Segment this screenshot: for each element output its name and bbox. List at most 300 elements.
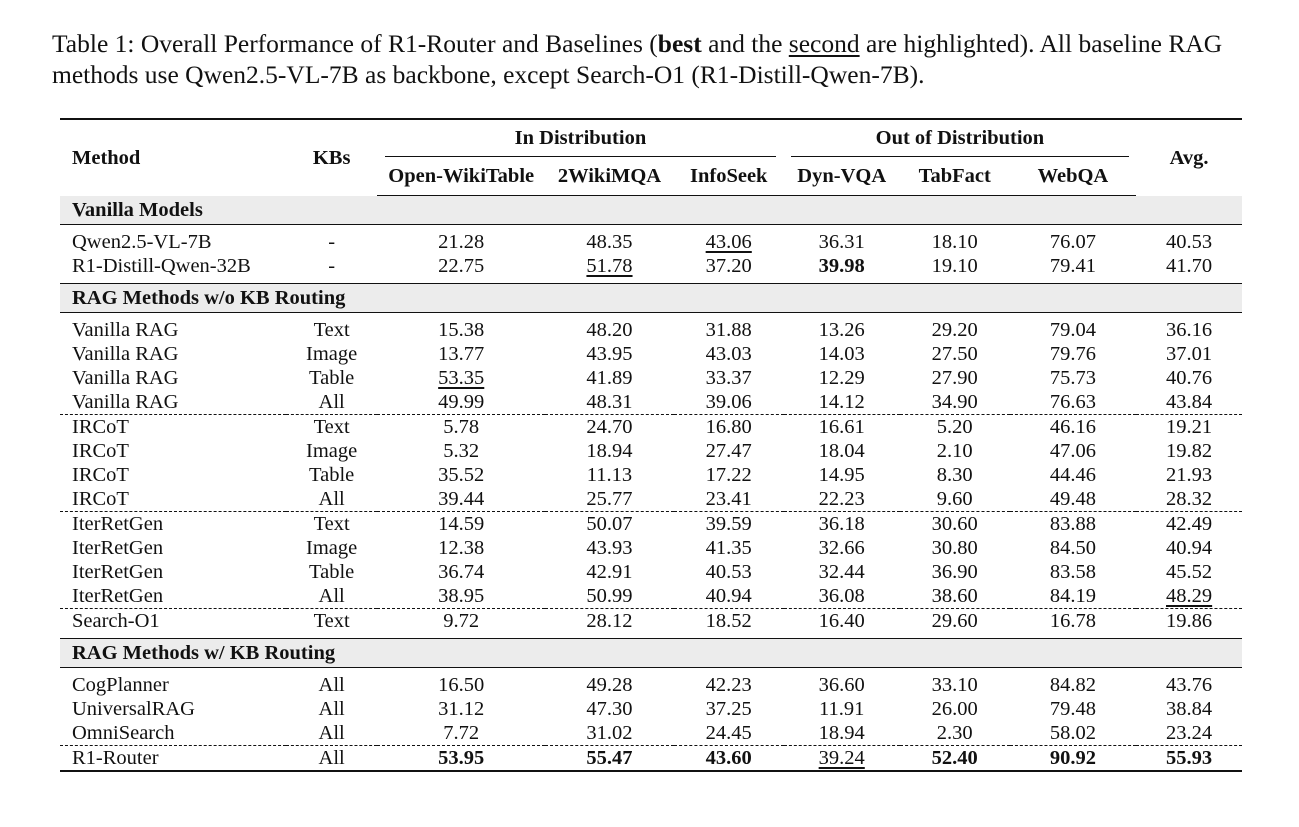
value-text: 23.24 <box>1166 722 1213 744</box>
value-text: 76.07 <box>1049 231 1096 253</box>
value-text: 83.58 <box>1049 561 1096 583</box>
value-cell <box>1010 415 1137 440</box>
value-cell <box>1136 390 1242 415</box>
value-text: 50.07 <box>586 513 633 535</box>
value-cell <box>900 673 1010 697</box>
value-cell <box>784 318 900 342</box>
value-text: 44.46 <box>1049 464 1096 486</box>
value-cell <box>784 415 900 440</box>
caption-suffix: are highlighted). All baseline RAG methods use Qwen2.5-VL-7B as backbone, except Search-O1 (R1-Distill-Qwen-7B). <box>52 29 1223 89</box>
kb-cell: Image <box>306 537 358 559</box>
value-text: 49.48 <box>1049 488 1096 510</box>
table-row <box>60 584 1242 609</box>
value-cell <box>1010 318 1137 342</box>
value-text: 50.99 <box>586 585 633 607</box>
value-text: 21.93 <box>1166 464 1213 486</box>
value-cell <box>674 673 784 697</box>
value-text: 7.72 <box>443 722 480 744</box>
value-text: 45.52 <box>1166 561 1213 583</box>
value-cell <box>1010 697 1137 721</box>
value-text: 12.38 <box>438 537 485 559</box>
value-text: 41.35 <box>705 537 752 559</box>
value-text: 33.37 <box>705 367 752 389</box>
kb-cell: All <box>318 722 345 744</box>
value-cell <box>784 439 900 463</box>
value-text: 21.28 <box>438 231 485 253</box>
value-text: 43.76 <box>1166 674 1213 696</box>
value-cell <box>545 463 674 487</box>
value-cell <box>377 342 545 366</box>
value-cell <box>1136 342 1242 366</box>
value-cell <box>674 390 784 415</box>
kb-cell: Table <box>309 367 355 389</box>
value-text: 18.52 <box>705 610 752 632</box>
kb-cell: - <box>328 255 336 277</box>
value-text: 32.44 <box>818 561 865 583</box>
value-text: 19.82 <box>1166 440 1213 462</box>
value-text: 27.47 <box>705 440 752 462</box>
method-cell: IterRetGen <box>72 561 164 583</box>
value-text: 19.86 <box>1166 610 1213 632</box>
kb-cell: Table <box>309 464 355 486</box>
value-cell <box>377 487 545 512</box>
value-cell <box>1010 342 1137 366</box>
value-cell <box>900 366 1010 390</box>
caption-middle: and the <box>701 29 789 58</box>
value-text: 36.16 <box>1166 319 1213 341</box>
header-row-1 <box>60 119 1242 157</box>
value-text: 43.95 <box>586 343 633 365</box>
value-text: 37.20 <box>705 255 752 277</box>
value-cell <box>674 746 784 772</box>
value-text: 43.03 <box>705 343 752 365</box>
value-cell <box>1010 584 1137 609</box>
value-cell <box>1136 366 1242 390</box>
value-cell <box>377 746 545 772</box>
value-text: 16.80 <box>705 416 752 438</box>
value-text: 36.31 <box>818 231 865 253</box>
value-text: 8.30 <box>936 464 973 486</box>
table-row <box>60 463 1242 487</box>
table-row <box>60 415 1242 440</box>
value-cell <box>377 366 545 390</box>
value-cell <box>900 254 1010 278</box>
section-header <box>60 284 1242 313</box>
value-cell <box>1010 487 1137 512</box>
section-title: Vanilla Models <box>60 196 1242 225</box>
header-infoseek: InfoSeek <box>674 157 784 196</box>
value-text: 47.06 <box>1049 440 1096 462</box>
value-text: 22.23 <box>818 488 865 510</box>
value-text: 5.20 <box>936 416 973 438</box>
value-text: 18.04 <box>818 440 865 462</box>
value-cell <box>784 584 900 609</box>
value-text: 31.02 <box>586 722 633 744</box>
value-cell <box>545 487 674 512</box>
value-text: 35.52 <box>438 464 485 486</box>
value-text: 34.90 <box>931 391 978 413</box>
value-cell <box>545 609 674 634</box>
value-text: 11.91 <box>819 698 865 720</box>
value-cell <box>900 230 1010 254</box>
value-cell <box>674 254 784 278</box>
table-row <box>60 746 1242 772</box>
value-cell <box>377 673 545 697</box>
value-cell <box>1136 536 1242 560</box>
caption-prefix: Table 1: Overall Performance of R1-Router and Baselines ( <box>52 29 658 58</box>
value-text: 26.00 <box>931 698 978 720</box>
value-cell <box>674 415 784 440</box>
value-cell <box>1010 746 1137 772</box>
value-text: 46.16 <box>1049 416 1096 438</box>
value-text: 19.10 <box>931 255 978 277</box>
value-text: 36.60 <box>818 674 865 696</box>
value-cell <box>1136 584 1242 609</box>
value-text: 29.20 <box>931 319 978 341</box>
table-row <box>60 439 1242 463</box>
value-cell <box>900 746 1010 772</box>
value-cell <box>784 746 900 772</box>
value-text: 27.90 <box>931 367 978 389</box>
value-text: 36.90 <box>931 561 978 583</box>
header-webqa: WebQA <box>1010 157 1137 196</box>
value-cell <box>1136 230 1242 254</box>
kb-cell: All <box>286 746 377 772</box>
table-row <box>60 254 1242 278</box>
value-text: 9.72 <box>443 610 480 632</box>
kb-cell: All <box>318 488 345 510</box>
value-cell <box>900 721 1010 746</box>
header-in-distribution: In Distribution <box>377 119 783 157</box>
value-text: 32.66 <box>818 537 865 559</box>
value-cell <box>1010 390 1137 415</box>
value-cell <box>377 721 545 746</box>
value-text: 79.04 <box>1049 319 1096 341</box>
section-header <box>60 639 1242 668</box>
method-cell: Vanilla RAG <box>72 367 179 389</box>
value-text: 48.31 <box>586 391 633 413</box>
value-cell <box>377 536 545 560</box>
value-text: 76.63 <box>1049 391 1096 413</box>
value-cell <box>784 609 900 634</box>
value-text: 28.12 <box>586 610 633 632</box>
value-cell <box>784 342 900 366</box>
value-cell <box>784 487 900 512</box>
section-title: RAG Methods w/ KB Routing <box>60 639 1242 668</box>
value-cell <box>674 318 784 342</box>
value-cell <box>1136 512 1242 537</box>
value-text: 14.12 <box>818 391 865 413</box>
value-text: 40.76 <box>1166 367 1213 389</box>
value-text: 55.47 <box>586 747 633 769</box>
value-text: 2.30 <box>936 722 973 744</box>
value-cell <box>674 609 784 634</box>
value-cell <box>784 463 900 487</box>
value-text: 48.29 <box>1166 585 1213 607</box>
value-text: 37.25 <box>705 698 752 720</box>
value-cell <box>900 609 1010 634</box>
value-cell <box>900 342 1010 366</box>
method-cell: Search-O1 <box>60 609 286 634</box>
value-cell <box>545 584 674 609</box>
value-text: 53.95 <box>438 747 485 769</box>
kb-cell: Image <box>306 440 358 462</box>
table-row <box>60 721 1242 746</box>
value-text: 49.28 <box>586 674 633 696</box>
value-cell <box>1136 560 1242 584</box>
value-cell <box>900 512 1010 537</box>
kb-cell: All <box>318 585 345 607</box>
value-cell <box>545 721 674 746</box>
value-cell <box>900 487 1010 512</box>
value-cell <box>377 254 545 278</box>
value-text: 5.78 <box>443 416 480 438</box>
value-cell <box>674 439 784 463</box>
value-cell <box>377 415 545 440</box>
table-body <box>60 196 1242 772</box>
method-cell: IRCoT <box>72 464 129 486</box>
value-text: 14.03 <box>818 343 865 365</box>
value-cell <box>1136 697 1242 721</box>
method-cell: Vanilla RAG <box>72 319 179 341</box>
value-text: 39.06 <box>705 391 752 413</box>
value-cell <box>545 254 674 278</box>
kb-cell: All <box>318 674 345 696</box>
value-cell <box>1010 673 1137 697</box>
header-dyn-vqa: Dyn-VQA <box>784 157 900 196</box>
value-text: 79.76 <box>1049 343 1096 365</box>
kb-cell: Table <box>309 561 355 583</box>
value-cell <box>1010 230 1137 254</box>
value-cell <box>784 254 900 278</box>
value-text: 16.61 <box>818 416 865 438</box>
kb-cell: Image <box>306 343 358 365</box>
table-row <box>60 697 1242 721</box>
value-cell <box>674 697 784 721</box>
header-avg: Avg. <box>1136 119 1242 196</box>
value-cell <box>377 609 545 634</box>
value-cell <box>784 366 900 390</box>
caption-best-word: best <box>657 29 702 58</box>
table-caption <box>52 28 1252 90</box>
value-cell <box>784 536 900 560</box>
kb-cell: - <box>328 231 336 253</box>
value-cell <box>545 560 674 584</box>
value-text: 18.94 <box>818 722 865 744</box>
kb-cell: Text <box>286 512 377 537</box>
value-text: 38.84 <box>1166 698 1213 720</box>
value-text: 43.06 <box>705 231 752 253</box>
value-text: 11.13 <box>586 464 633 486</box>
value-cell <box>545 673 674 697</box>
value-text: 39.24 <box>818 747 865 769</box>
table-row <box>60 342 1242 366</box>
header-2wikimqa: 2WikiMQA <box>545 157 674 196</box>
value-text: 2.10 <box>936 440 973 462</box>
value-text: 12.29 <box>818 367 865 389</box>
value-text: 18.94 <box>586 440 633 462</box>
value-cell <box>377 560 545 584</box>
value-cell <box>545 415 674 440</box>
value-text: 41.89 <box>586 367 633 389</box>
value-cell <box>1010 560 1137 584</box>
method-cell: IRCoT <box>72 488 129 510</box>
value-text: 36.08 <box>818 585 865 607</box>
value-cell <box>900 697 1010 721</box>
value-text: 16.50 <box>438 674 485 696</box>
value-text: 31.88 <box>705 319 752 341</box>
value-cell <box>784 673 900 697</box>
value-text: 31.12 <box>438 698 485 720</box>
value-cell <box>784 560 900 584</box>
value-cell <box>674 366 784 390</box>
value-text: 51.78 <box>586 255 633 277</box>
header-method: Method <box>60 119 286 196</box>
value-cell <box>1010 721 1137 746</box>
value-text: 13.26 <box>818 319 865 341</box>
value-text: 84.50 <box>1049 537 1096 559</box>
value-cell <box>377 318 545 342</box>
value-cell <box>784 512 900 537</box>
section-header <box>60 196 1242 225</box>
table-row <box>60 390 1242 415</box>
value-text: 30.80 <box>931 537 978 559</box>
method-cell: Vanilla RAG <box>72 391 179 413</box>
table-row <box>60 318 1242 342</box>
value-cell <box>545 536 674 560</box>
value-text: 14.95 <box>818 464 865 486</box>
value-text: 55.93 <box>1166 747 1213 769</box>
kb-cell: Text <box>286 609 377 634</box>
method-cell: Vanilla RAG <box>72 343 179 365</box>
value-cell <box>674 487 784 512</box>
value-cell <box>545 230 674 254</box>
value-text: 40.94 <box>705 585 752 607</box>
value-text: 49.99 <box>438 391 485 413</box>
value-cell <box>1136 487 1242 512</box>
method-cell: IRCoT <box>72 440 129 462</box>
results-table <box>60 118 1242 772</box>
value-cell <box>1136 463 1242 487</box>
value-cell <box>377 512 545 537</box>
value-cell <box>674 584 784 609</box>
value-text: 40.53 <box>705 561 752 583</box>
method-cell: CogPlanner <box>72 674 169 696</box>
value-text: 42.49 <box>1166 513 1213 535</box>
value-cell <box>900 415 1010 440</box>
value-cell <box>784 721 900 746</box>
value-cell <box>545 390 674 415</box>
table-row <box>60 560 1242 584</box>
value-text: 39.44 <box>438 488 485 510</box>
kb-cell: Text <box>286 415 377 440</box>
value-cell <box>377 230 545 254</box>
value-text: 39.59 <box>705 513 752 535</box>
value-text: 43.84 <box>1166 391 1213 413</box>
value-cell <box>1136 609 1242 634</box>
value-cell <box>900 463 1010 487</box>
value-cell <box>900 584 1010 609</box>
value-text: 18.10 <box>931 231 978 253</box>
value-text: 5.32 <box>443 440 480 462</box>
value-cell <box>674 342 784 366</box>
value-cell <box>674 463 784 487</box>
value-text: 36.74 <box>438 561 485 583</box>
value-text: 42.91 <box>586 561 633 583</box>
value-cell <box>545 318 674 342</box>
value-cell <box>1010 536 1137 560</box>
method-cell: IterRetGen <box>60 512 286 537</box>
value-text: 30.60 <box>931 513 978 535</box>
value-text: 83.88 <box>1049 513 1096 535</box>
value-text: 33.10 <box>931 674 978 696</box>
value-text: 41.70 <box>1166 255 1213 277</box>
method-cell: OmniSearch <box>72 722 175 744</box>
value-cell <box>900 439 1010 463</box>
value-cell <box>545 697 674 721</box>
value-cell <box>1136 415 1242 440</box>
value-text: 84.82 <box>1049 674 1096 696</box>
value-cell <box>674 536 784 560</box>
value-text: 17.22 <box>705 464 752 486</box>
value-text: 58.02 <box>1049 722 1096 744</box>
value-cell <box>1136 439 1242 463</box>
value-text: 14.59 <box>438 513 485 535</box>
value-cell <box>674 560 784 584</box>
value-cell <box>377 390 545 415</box>
table-row <box>60 673 1242 697</box>
method-cell: Qwen2.5-VL-7B <box>72 231 212 253</box>
value-cell <box>1010 439 1137 463</box>
value-cell <box>1136 721 1242 746</box>
value-cell <box>1010 366 1137 390</box>
caption-second-word: second <box>788 29 860 58</box>
value-text: 29.60 <box>931 610 978 632</box>
value-cell <box>1010 254 1137 278</box>
method-cell: IRCoT <box>60 415 286 440</box>
value-text: 42.23 <box>705 674 752 696</box>
value-text: 84.19 <box>1049 585 1096 607</box>
value-text: 16.40 <box>818 610 865 632</box>
value-cell <box>545 746 674 772</box>
value-text: 48.35 <box>586 231 633 253</box>
value-cell <box>1010 609 1137 634</box>
table-row <box>60 609 1242 634</box>
method-cell: IterRetGen <box>72 585 164 607</box>
value-text: 52.40 <box>931 747 978 769</box>
header-out-of-distribution: Out of Distribution <box>784 119 1137 157</box>
value-text: 25.77 <box>586 488 633 510</box>
kb-cell: All <box>318 391 345 413</box>
value-cell <box>784 390 900 415</box>
value-text: 37.01 <box>1166 343 1213 365</box>
value-text: 36.18 <box>818 513 865 535</box>
value-text: 38.60 <box>931 585 978 607</box>
value-text: 47.30 <box>586 698 633 720</box>
table-row <box>60 487 1242 512</box>
value-text: 38.95 <box>438 585 485 607</box>
kb-cell: Text <box>313 319 350 341</box>
value-cell <box>1136 673 1242 697</box>
value-cell <box>545 439 674 463</box>
value-cell <box>900 390 1010 415</box>
value-cell <box>1136 254 1242 278</box>
value-text: 40.94 <box>1166 537 1213 559</box>
value-text: 24.45 <box>705 722 752 744</box>
value-cell <box>545 512 674 537</box>
method-cell: IterRetGen <box>72 537 164 559</box>
value-cell <box>1136 746 1242 772</box>
